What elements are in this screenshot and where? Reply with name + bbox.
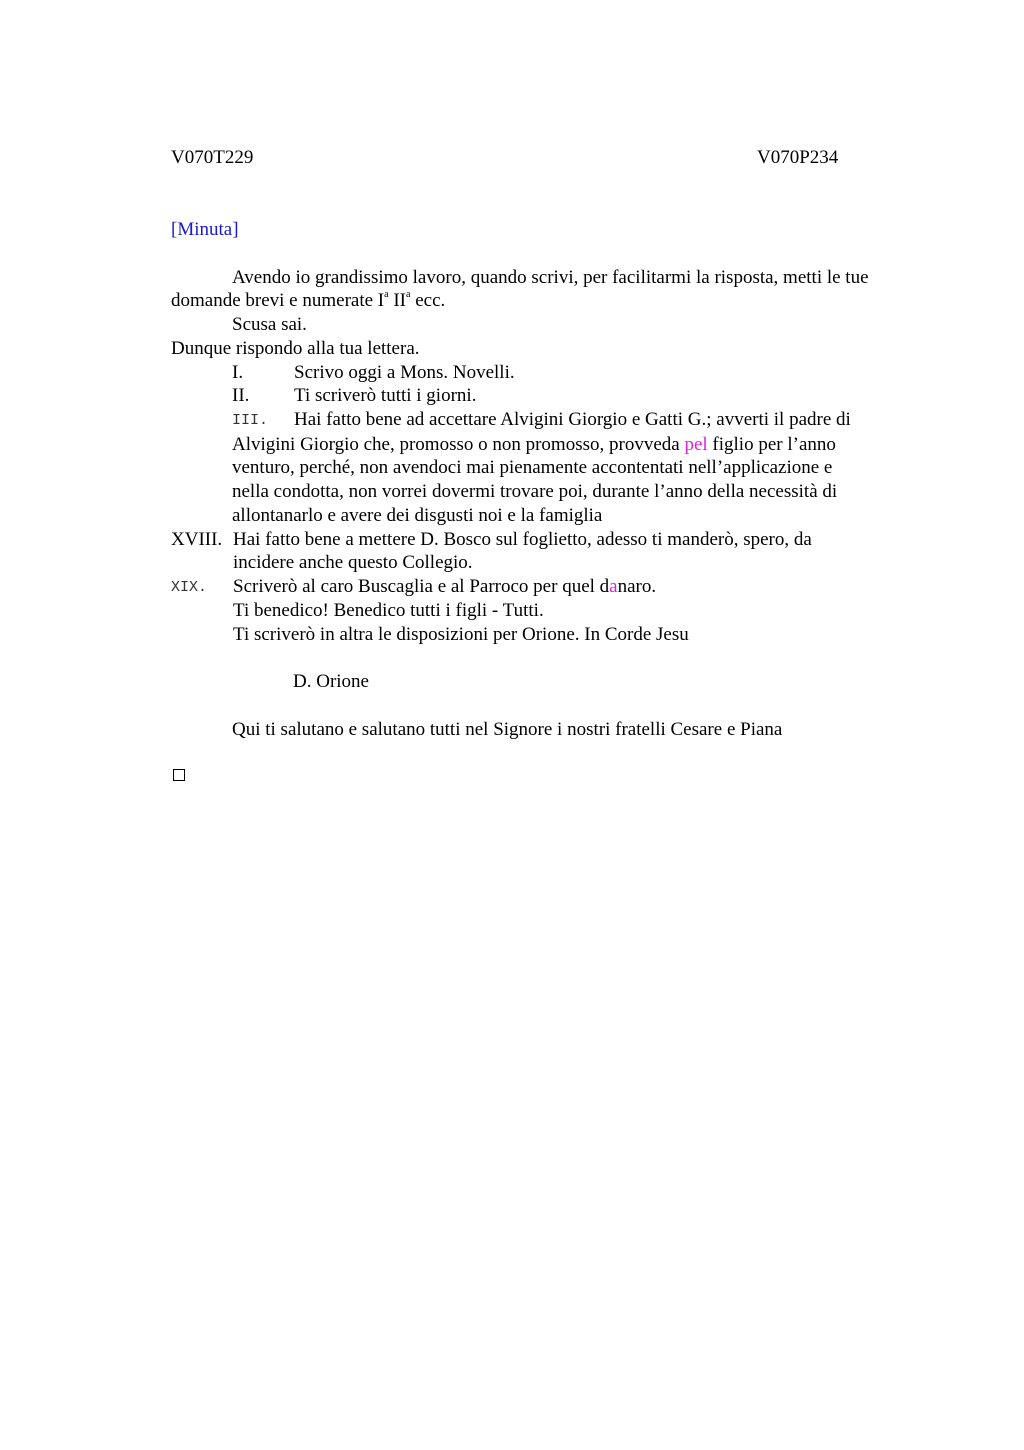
dunque-line: Dunque rispondo alla tua lettera. xyxy=(171,338,420,359)
item-3-line3: venturo, perché, non avendoci mai pienamente accontentati nell’applicazione e xyxy=(232,457,833,478)
signature: D. Orione xyxy=(293,671,369,692)
item-1-number: I. xyxy=(232,362,244,383)
benedico-line: Ti benedico! Benedico tutti i figli - Tutti. xyxy=(233,600,544,621)
item-19-text-post: naro. xyxy=(617,576,657,597)
item-18-number: XVIII. xyxy=(171,529,223,550)
item-19-text-pre: Scriverò al caro Buscaglia e al Parroco per quel d xyxy=(233,576,610,597)
item-3-line2-pre: Alvigini Giorgio che, promosso o non promosso, provveda xyxy=(232,434,685,455)
para1-line2 xyxy=(171,289,445,313)
saluti-line: Qui ti salutano e salutano tutti nel Signore i nostri fratelli Cesare e Piana xyxy=(232,719,783,740)
item-3-line5: allontanarlo e avere dei disgusti noi e la famiglia xyxy=(232,505,603,526)
header-right-code: V070P234 xyxy=(757,147,839,168)
item-3-number: III. xyxy=(232,412,269,429)
para1-line2-pre: domande brevi e numerate I xyxy=(171,290,385,311)
highlight-pel: pel xyxy=(684,434,708,455)
item-19-number: XIX. xyxy=(171,579,208,596)
item-19-text xyxy=(233,575,656,599)
item-1-text: Scrivo oggi a Mons. Novelli. xyxy=(294,362,515,383)
item-3-line2-post: figlio per l’anno xyxy=(707,434,836,455)
checkbox-square-icon xyxy=(173,769,185,781)
item-18-line2: incidere anche questo Collegio. xyxy=(233,552,473,573)
item-18-line1: Hai fatto bene a mettere D. Bosco sul foglietto, adesso ti manderò, spero, da xyxy=(233,529,812,550)
para1-line2-post: ecc. xyxy=(410,290,446,311)
item-2-number: II. xyxy=(232,385,250,406)
item-2-text: Ti scriverò tutti i giorni. xyxy=(294,385,477,406)
para1-line2-mid: II xyxy=(388,290,406,311)
scrivero-line: Ti scriverò in altra le disposizioni per Orione. In Corde Jesu xyxy=(233,624,689,645)
item-3-line1: Hai fatto bene ad accettare Alvigini Giorgio e Gatti G.; avverti il padre di xyxy=(294,409,851,430)
item-3-line2 xyxy=(232,433,836,457)
minuta-label: [Minuta] xyxy=(171,219,239,240)
superscript-a-2: a xyxy=(406,288,411,300)
header-left-code: V070T229 xyxy=(171,147,254,168)
para1-line1: Avendo io grandissimo lavoro, quando scrivi, per facilitarmi la risposta, metti le tue xyxy=(232,267,869,288)
highlight-a: a xyxy=(609,576,618,597)
scusa-line: Scusa sai. xyxy=(232,314,307,335)
item-3-line4: nella condotta, non vorrei dovermi trovare poi, durante l’anno della necessità di xyxy=(232,481,838,502)
superscript-a-1: a xyxy=(384,288,389,300)
